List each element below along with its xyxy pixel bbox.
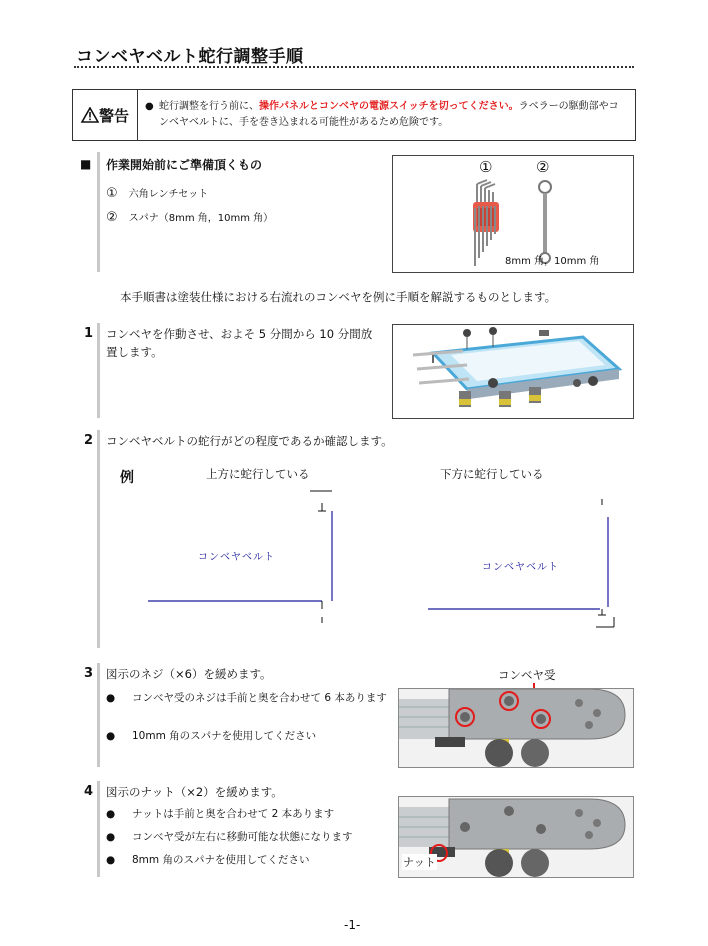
warning-text-before: 蛇行調整を行う前に、 [159, 101, 259, 112]
right-diagram-caption: 下方に蛇行している [440, 467, 544, 481]
conveyor-receiver-photo [398, 688, 634, 768]
tools-image [392, 155, 634, 273]
bullet-item [106, 829, 388, 846]
prep-item [106, 182, 208, 201]
prep-item-number: ① [106, 186, 118, 201]
receiver-illustration [399, 689, 633, 767]
warning-text [145, 99, 625, 131]
bullet-text: コンベヤ受が左右に移動可能な状態になります [132, 831, 353, 843]
prep-item-text: スパナ（8mm 角，10mm 角） [128, 213, 274, 224]
bullet-text: コンベヤ受のネジは手前と奥を合わせて 6 本あります [132, 692, 387, 704]
bullet-text: 10mm 角のスパナを使用してください [132, 730, 317, 742]
prep-item [106, 206, 273, 225]
page-number: -1- [344, 918, 361, 932]
bullet-icon: ● [106, 730, 116, 742]
bullet-icon: ● [106, 831, 116, 843]
warning-label: 警告 [98, 106, 129, 125]
conveyor-illustration [393, 325, 633, 418]
tools-caption: 8mm 角，10mm 角 [505, 256, 600, 267]
warning-text-red: 操作パネルとコンベヤの電源スイッチを切ってください。 [259, 101, 519, 112]
bullet-item [106, 690, 388, 707]
conveyor-photo [392, 324, 634, 419]
section-bar [97, 152, 100, 272]
bullet-icon: ● [145, 101, 154, 112]
bullet-icon: ● [106, 808, 116, 820]
warning-triangle-icon [81, 107, 99, 123]
warning-label-cell [73, 90, 138, 140]
photo-label: コンベヤ受 [498, 668, 556, 682]
bullet-icon: ● [106, 692, 116, 704]
warning-text-after: ラベラーの駆動部やコンベヤベルトに、手を巻き込まれる可能性があるため危険です。 [159, 101, 619, 128]
section-bar [97, 430, 100, 648]
bullet-text: 8mm 角のスパナを使用してください [132, 854, 310, 866]
example-label: 例 [120, 470, 134, 486]
step-number: 3 [84, 666, 94, 681]
warning-box [72, 89, 636, 141]
bullet-item [106, 806, 388, 823]
step-number: 4 [84, 784, 94, 799]
tool-number-1: ① [479, 158, 493, 176]
bullet-item [106, 728, 388, 745]
step-text: 図示のナット（×2）を緩めます。 [106, 785, 283, 799]
step-text: コンベヤを作動させ、およそ 5 分間から 10 分間放置します。 [106, 327, 373, 359]
photo-label: ナット [403, 856, 436, 869]
title-divider [74, 66, 634, 68]
step-text: 図示のネジ（×6）を緩めます。 [106, 667, 272, 681]
belt-label-right: コンベヤベルト [482, 562, 559, 573]
bullet-icon: ● [106, 854, 116, 866]
belt-label-left: コンベヤベルト [198, 552, 275, 563]
page-title: コンベヤベルト蛇行調整手順 [76, 47, 304, 67]
section-bar [97, 781, 100, 877]
left-diagram-caption: 上方に蛇行している [206, 467, 310, 481]
prep-item-text: 六角レンチセット [128, 189, 209, 200]
step-number: 2 [84, 433, 94, 448]
section-bar [97, 323, 100, 418]
prep-item-number: ② [106, 210, 118, 225]
tool-number-2: ② [536, 158, 550, 176]
prep-heading: 作業開始前にご準備頂くもの [106, 158, 263, 172]
intro-text: 本手順書は塗装仕様における右流れのコンベヤを例に手順を解説するものとします。 [120, 290, 557, 304]
step-text: コンベヤベルトの蛇行がどの程度であるか確認します。 [106, 434, 393, 448]
bullet-text: ナットは手前と奥を合わせて 2 本あります [132, 808, 335, 820]
prep-marker: ■ [80, 157, 92, 171]
bullet-item [106, 852, 388, 869]
step-number: 1 [84, 326, 94, 341]
section-bar [97, 663, 100, 767]
